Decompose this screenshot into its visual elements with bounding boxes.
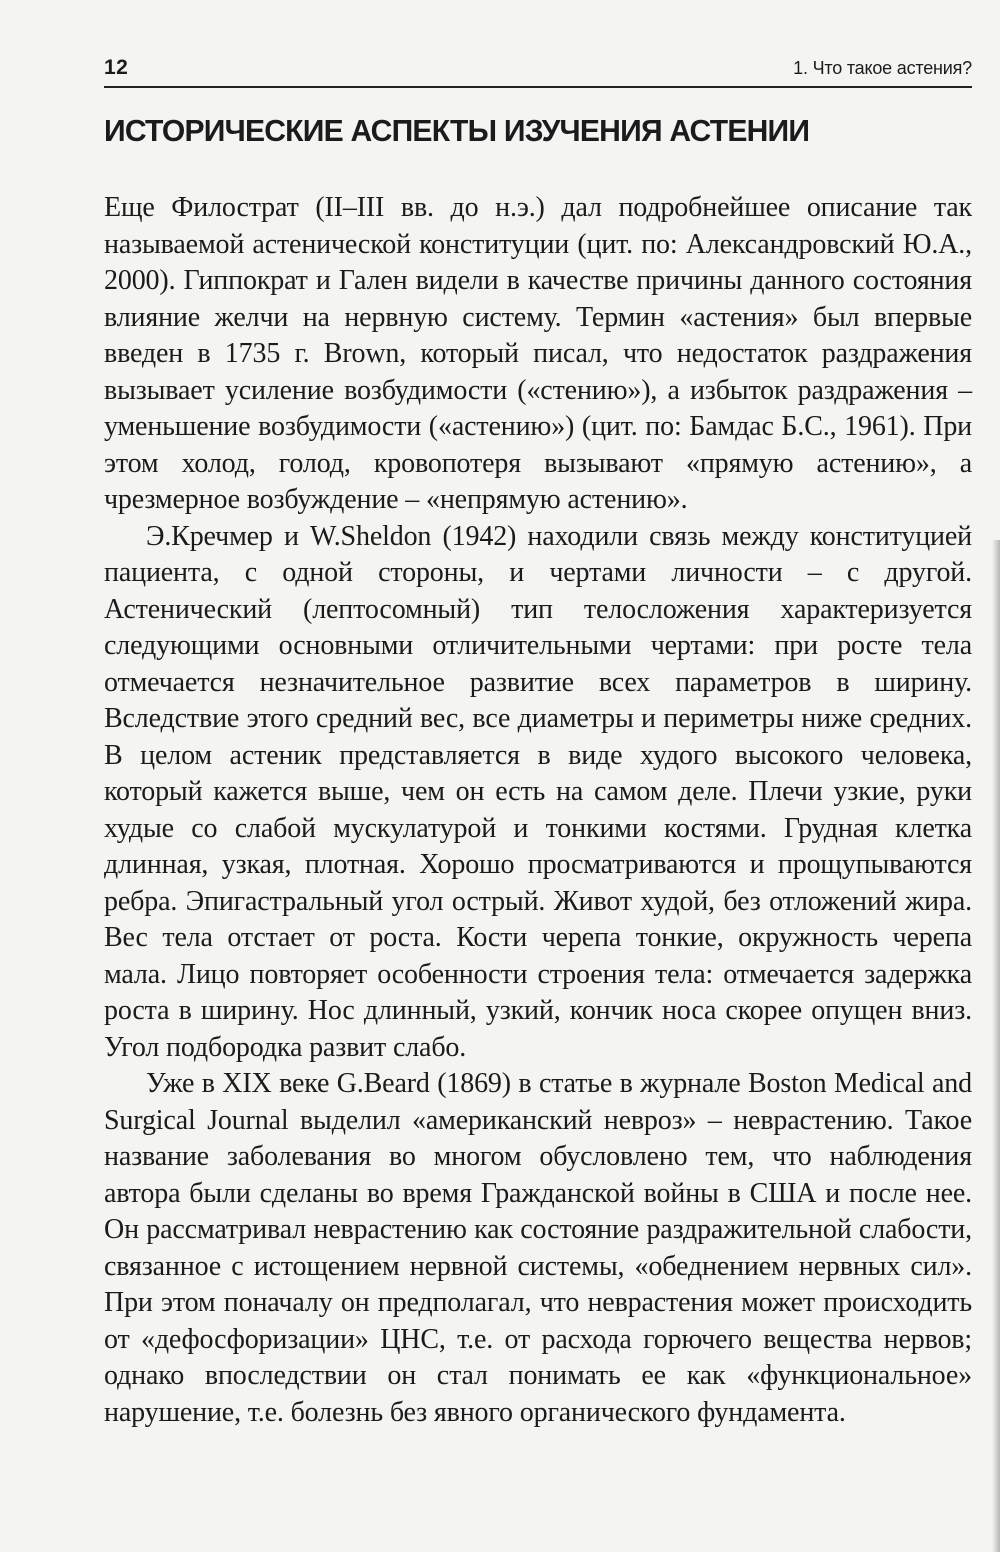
paragraph-1: Еще Филострат (II–III вв. до н.э.) дал подробнейшее описание так называемой астенической конституции (цит. по: Александровский Ю.А., 2000). Гиппократ и Гален видели в качестве причины данного состояния влияние желчи на нервную систему. Термин «астения» был впервые введен в 1735 г. Brown, который писал, что недостаток раздражения вызывает усиление возбудимости («стению»), а избыток раздражения – уменьшение возбудимости («астению») (цит. по: Бамдас Б.С., 1961). При этом холод, голод, кровопотеря вызывают «прямую астению», а чрезмерное возбуждение – «непрямую астению». [104, 192, 972, 515]
running-header [104, 56, 972, 88]
paragraph-3: Уже в XIX веке G.Beard (1869) в статье в журнале Boston Medical and Surgical Journal выделил «американский невроз» – неврастению. Такое название заболевания во многом обусловлено тем, что наблюдения автора были сделаны во время Гражданской войны в США и после нее. Он рассматривал неврастению как состояние раздражительной слабости, связанное с истощением нервной системы, «обеднением нервных сил». При этом поначалу он предполагал, что неврастения может происходить от «дефосфоризации» ЦНС, т.е. от расхода горючего вещества нервов; однако впоследствии он стал понимать ее как «функциональное» нарушение, т.е. болезнь без явного органического фундамента. [104, 1068, 972, 1428]
section-heading: ИСТОРИЧЕСКИЕ АСПЕКТЫ ИЗУЧЕНИЯ АСТЕНИИ [104, 113, 810, 148]
page-edge-shadow [992, 540, 1000, 1552]
page-number: 12 [104, 56, 129, 79]
paragraph-2: Э.Кречмер и W.Sheldon (1942) находили связь между конституцией пациента, с одной стороны, и чертами личности – с другой. Астенический (лептосомный) тип телосложения характеризуется следующими основными отличительными чертами: при росте тела отмечается незначительное развитие всех параметров в ширину. Вследствие этого средний вес, все диаметры и периметры ниже средних. В целом астеник представляется в виде худого высокого человека, который кажется выше, чем он есть на самом деле. Плечи узкие, руки худые со слабой мускулатурой и тонкими костями. Грудная клетка длинная, узкая, плотная. Хорошо просматриваются и прощупываются ребра. Эпигастральный угол острый. Живот худой, без отложений жира. Вес тела отстает от роста. Кости черепа тонкие, окружность черепа мала. Лицо повторяет особенности строения тела: отмечается задержка роста в ширину. Нос длинный, узкий, кончик носа скорее опущен вниз. Угол подбородка развит слабо. [104, 520, 972, 1063]
body-text [104, 190, 972, 1431]
chapter-title: 1. Что такое астения? [793, 58, 972, 78]
